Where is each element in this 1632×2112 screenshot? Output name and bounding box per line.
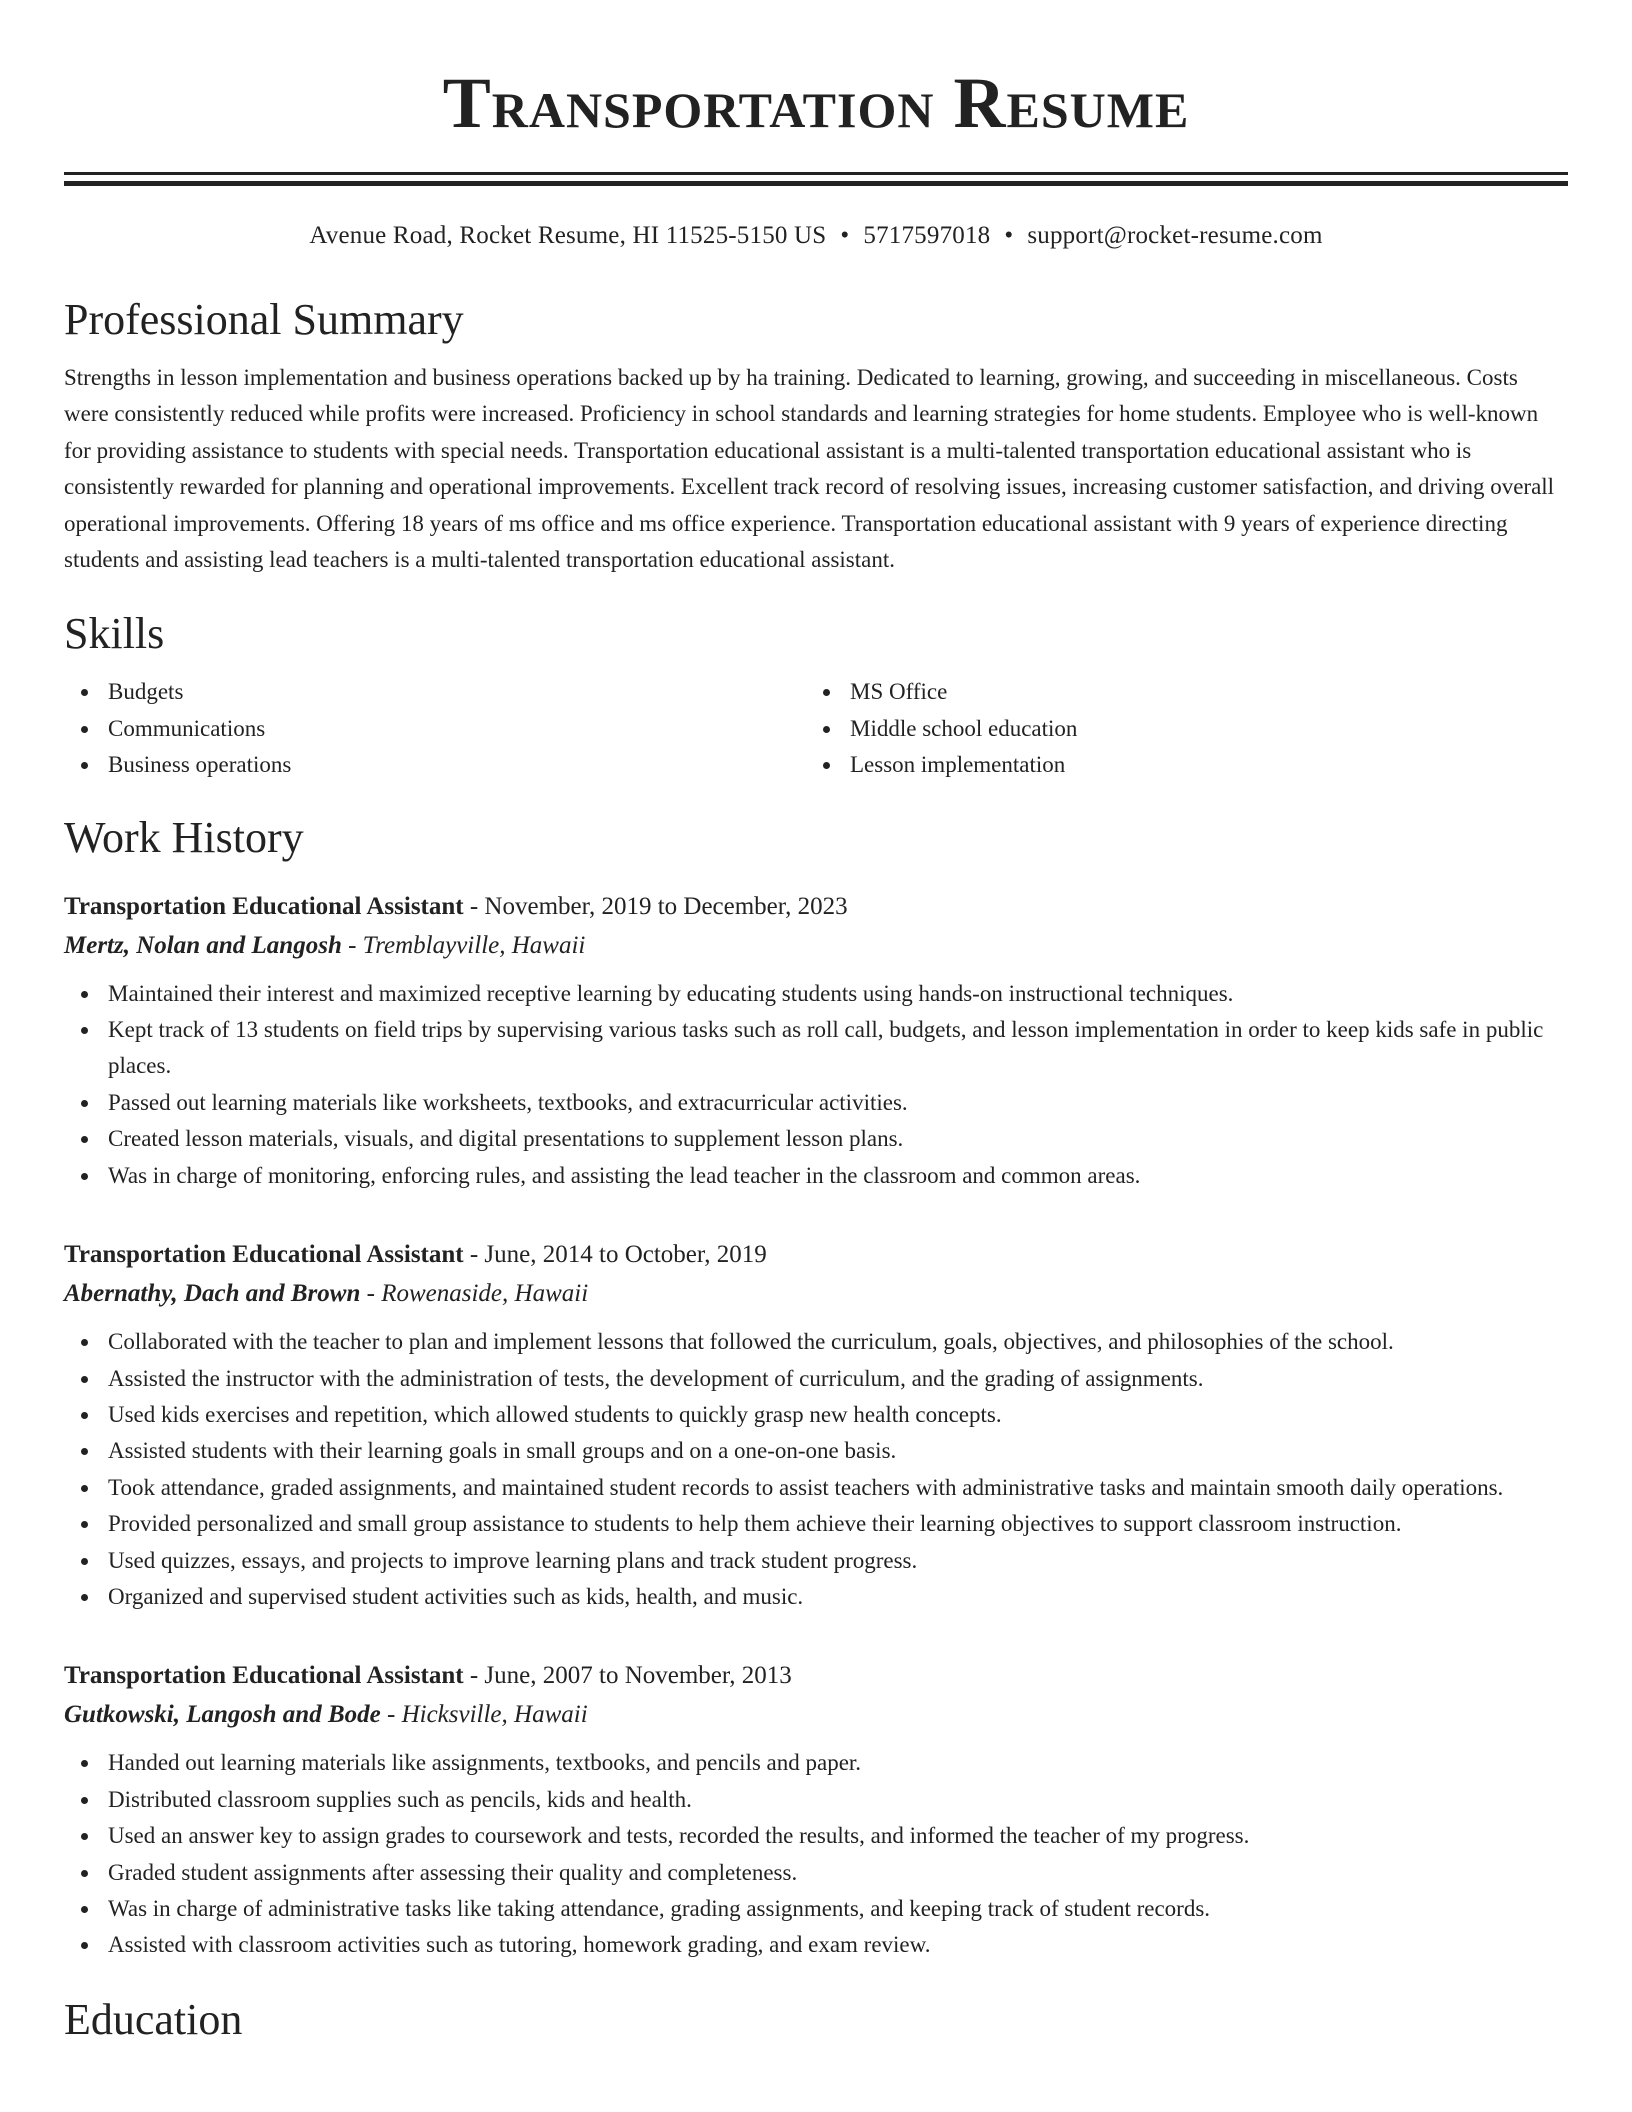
resume-title: Transportation Resume	[442, 63, 1190, 143]
contact-email: support@rocket-resume.com	[1027, 222, 1323, 249]
job-title: Transportation Educational Assistant	[64, 892, 464, 920]
skill-item: Middle school education	[806, 711, 1548, 747]
duty-item: Took attendance, graded assignments, and maintained student records to assist teachers with administrative tasks and maintain smooth daily operations.	[64, 1470, 1568, 1506]
company-location: - Hicksville, Hawaii	[380, 1701, 588, 1729]
contact-separator: •	[1004, 222, 1014, 249]
company-location: - Rowenaside, Hawaii	[360, 1280, 589, 1308]
duty-item: Assisted students with their learning goals in small groups and on a one-on-one basis.	[64, 1433, 1568, 1469]
contact-phone: 5717597018	[863, 222, 991, 249]
duty-item: Was in charge of administrative tasks like taking attendance, grading assignments, and keeping track of student records.	[64, 1891, 1568, 1927]
skill-item: Business operations	[64, 747, 806, 783]
duty-item: Maintained their interest and maximized receptive learning by educating students using hands-on instructional techniques.	[64, 976, 1568, 1012]
duty-item: Assisted the instructor with the administration of tests, the development of curriculum, and the grading of assignments.	[64, 1361, 1568, 1397]
contact-address: Avenue Road, Rocket Resume, HI 11525-5150 US	[309, 222, 827, 249]
contact-line	[64, 220, 1568, 252]
skill-item: Communications	[64, 711, 806, 747]
skill-item: Budgets	[64, 674, 806, 710]
contact-separator: •	[840, 222, 850, 249]
job-dates: - November, 2019 to December, 2023	[463, 892, 848, 920]
title-divider-thin	[64, 172, 1568, 175]
company-name: Mertz, Nolan and Langosh	[64, 931, 342, 959]
job-entry	[64, 888, 1568, 1194]
duty-item: Distributed classroom supplies such as pencils, kids and health.	[64, 1782, 1568, 1818]
duty-item: Was in charge of monitoring, enforcing rules, and assisting the lead teacher in the classroom and common areas.	[64, 1158, 1568, 1194]
job-entry	[64, 1236, 1568, 1615]
job-duties	[64, 976, 1568, 1194]
job-dates: - June, 2014 to October, 2019	[463, 1241, 767, 1269]
skill-item: Lesson implementation	[806, 747, 1548, 783]
job-header	[64, 1236, 1568, 1274]
duty-item: Graded student assignments after assessing their quality and completeness.	[64, 1855, 1568, 1891]
summary-text: Strengths in lesson implementation and business operations backed up by ha training. Dedicated to learning, growing, and succeeding in miscellaneous. Costs were consistently reduced while profits were increased. Proficiency in school standards and learning strategies for home students. Employee who is well-known for providing assistance to students with special needs. Transportation educational assistant is a multi-talented transportation educational assistant who is consistently rewarded for planning and operational improvements. Excellent track record of resolving issues, increasing customer satisfaction, and driving overall operational improvements. Offering 18 years of ms office and ms office experience. Transportation educational assistant with 9 years of experience directing students and assisting lead teachers is a multi-talented transportation educational assistant.	[64, 365, 1555, 573]
duty-item: Assisted with classroom activities such as tutoring, homework grading, and exam review.	[64, 1927, 1568, 1963]
duty-item: Passed out learning materials like worksheets, textbooks, and extracurricular activities.	[64, 1085, 1568, 1121]
skills-column-right	[806, 674, 1548, 783]
job-title: Transportation Educational Assistant	[64, 1662, 464, 1690]
skills-list	[64, 674, 1568, 783]
job-duties	[64, 1745, 1568, 1963]
company-location: - Tremblayville, Hawaii	[341, 931, 586, 959]
job-dates: - June, 2007 to November, 2013	[463, 1662, 792, 1690]
duty-item: Kept track of 13 students on field trips by supervising various tasks such as roll call, budgets, and lesson implementation in order to keep kids safe in public places.	[64, 1012, 1568, 1085]
skill-item: MS Office	[806, 674, 1548, 710]
job-title: Transportation Educational Assistant	[64, 1241, 464, 1269]
duty-item: Collaborated with the teacher to plan and implement lessons that followed the curriculum, goals, objectives, and philosophies of the school.	[64, 1324, 1568, 1360]
company-name: Gutkowski, Langosh and Bode	[64, 1701, 381, 1729]
job-header	[64, 888, 1568, 926]
resume-page	[64, 0, 1568, 2048]
title-divider-thick	[64, 181, 1568, 186]
job-company-line	[64, 926, 1568, 966]
duty-item: Organized and supervised student activities such as kids, health, and music.	[64, 1579, 1568, 1615]
skills-heading: Skills	[64, 609, 165, 659]
duty-item: Used kids exercises and repetition, which allowed students to quickly grasp new health concepts.	[64, 1397, 1568, 1433]
duty-item: Used quizzes, essays, and projects to improve learning plans and track student progress.	[64, 1543, 1568, 1579]
company-name: Abernathy, Dach and Brown	[64, 1280, 361, 1308]
job-header	[64, 1657, 1568, 1695]
duty-item: Provided personalized and small group assistance to students to help them achieve their learning objectives to support classroom instruction.	[64, 1506, 1568, 1542]
job-duties	[64, 1324, 1568, 1615]
duty-item: Used an answer key to assign grades to coursework and tests, recorded the results, and informed the teacher of my progress.	[64, 1818, 1568, 1854]
job-company-line	[64, 1274, 1568, 1314]
summary-heading: Professional Summary	[64, 295, 464, 344]
duty-item: Created lesson materials, visuals, and digital presentations to supplement lesson plans.	[64, 1121, 1568, 1157]
work-history-heading: Work History	[64, 812, 304, 862]
skills-column-left	[64, 674, 806, 783]
duty-item: Handed out learning materials like assignments, textbooks, and pencils and paper.	[64, 1745, 1568, 1781]
job-entry	[64, 1657, 1568, 1963]
job-company-line	[64, 1695, 1568, 1735]
education-heading: Education	[64, 1994, 243, 2044]
